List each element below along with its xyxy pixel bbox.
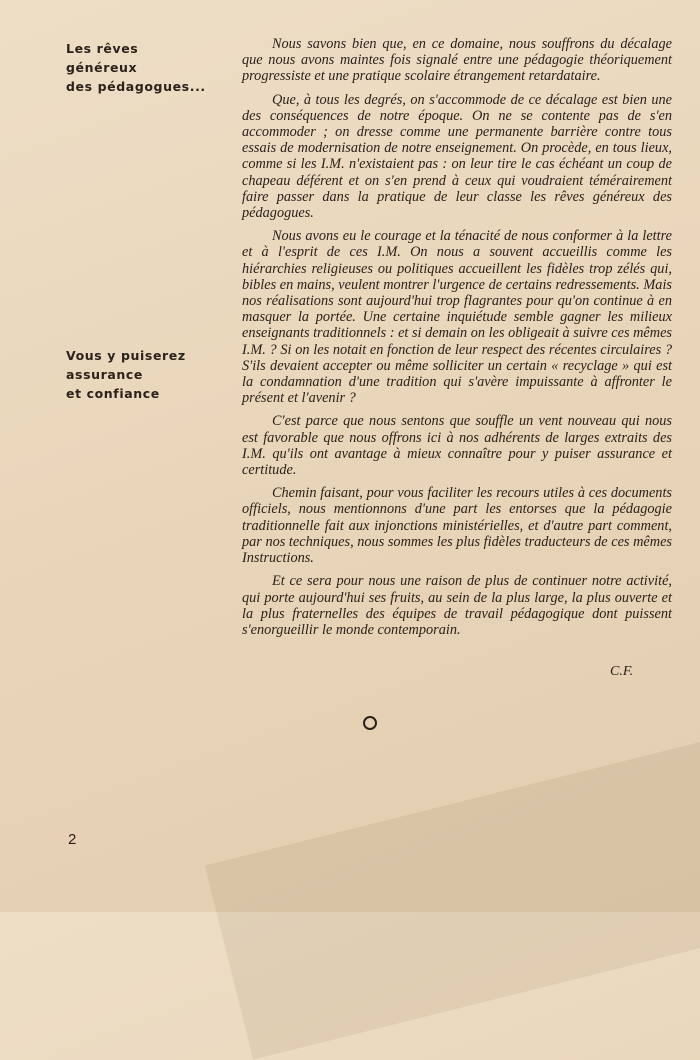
paragraph: Que, à tous les degrés, on s'accommode de ce décalage est bien une des conséquences de notre époque. On ne se contente pas de s'en accommoder ; on dresse comme une permanente barrière contre tous essais de modernisation de notre enseignement. On procède, en tous lieux, comme si les I.M. n'existaient pas : on leur tire le cas échéant un coup de chapeau déférent et on s'en prend à ceux qui voudraient témérairement faire passer dans la pratique de leur classe les rêves généreux des pédagogues.	[242, 91, 672, 222]
paper-shadow	[205, 720, 700, 1059]
article-body	[242, 36, 672, 645]
side-heading-assurance: Vous y puiserez assurance et confiance	[66, 348, 186, 401]
paragraph: Nous savons bien que, en ce domaine, nous souffrons du décalage que nous avons maintes fois signalé entre une pédagogie théoriquement progressiste et une pratique scolaire étrangement retardataire.	[242, 36, 672, 85]
page-number: 2	[68, 831, 77, 848]
circle-ornament-icon	[363, 716, 377, 730]
paragraph: C'est parce que nous sentons que souffle un vent nouveau qui nous est favorable que nous offrons ici à nos adhérents de larges extraits des I.M. qu'ils ont avantage à mieux connaître pour y puiser assurance et certitude.	[242, 413, 672, 479]
paragraph: Nous avons eu le courage et la ténacité de nous conformer à la lettre et à l'esprit de ces I.M. On nous a souvent accueillis comme les hiérarchies religieuses ou politiques accueillent les fidèles trop zélés qui, bibles en mains, veulent montrer l'urgence de certains redressements. Mais nos réalisations sont aujourd'hui trop flagrantes pour qu'on continue à en masquer la portée. Une certaine inquiétude semble gagner les milieux enseignants traditionnels : et si demain on les obligeait à suivre ces mêmes I.M. ? Si on les notait en fonction de leur respect des récentes circulaires ? S'ils devaient accepter ou même solliciter un certain « recyclage » qui est la condamnation d'une tradition qui s'avère impuissante à affronter le présent et l'avenir ?	[242, 228, 672, 407]
paragraph: Et ce sera pour nous une raison de plus de continuer notre activité, qui porte aujourd'hui ses fruits, au sein de la plus large, la plus ouverte et la plus fraternelles des équipes de travail pédagogique dont puissent s'enorgueillir le monde contemporain.	[242, 573, 672, 638]
signature: C.F.	[610, 664, 634, 679]
side-heading-reves: Les rêves généreux des pédagogues...	[66, 41, 206, 94]
paragraph: Chemin faisant, pour vous faciliter les recours utiles à ces documents officiels, nous mentionnons d'une part les entorses que la pédagogie traditionnelle fait aux injonctions ministérielles, et d'autre part comment, par nos techniques, nous sommes les plus fidèles traducteurs de ces mêmes Instructions.	[242, 485, 672, 567]
